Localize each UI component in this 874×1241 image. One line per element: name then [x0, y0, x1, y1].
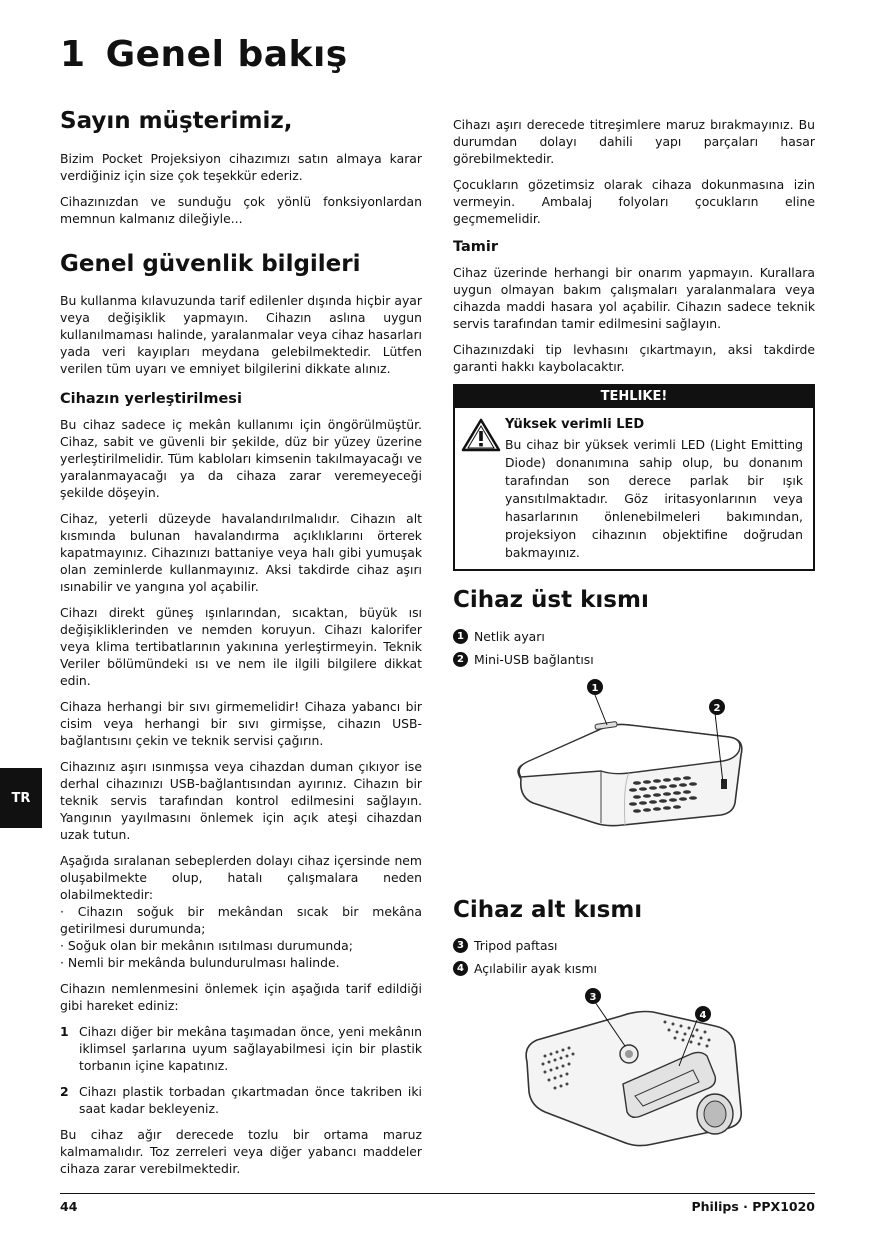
footer-divider [60, 1193, 815, 1194]
legend-item [453, 961, 815, 976]
legend-label: Açılabilir ayak kısmı [474, 961, 597, 977]
placement-heading: Cihazın yerleştirilmesi [60, 391, 242, 408]
step-number: 1 [60, 1024, 69, 1040]
page-number: 44 [60, 1199, 78, 1214]
legend-label: Netlik ayarı [474, 628, 545, 644]
bottom-view-heading: Cihaz alt kısmı [453, 896, 643, 923]
step-number: 2 [60, 1084, 69, 1100]
danger-box [453, 384, 815, 571]
callout-4-label: 4 [699, 1010, 707, 1022]
legend-label: Tripod paftası [474, 938, 558, 954]
danger-header: TEHLIKE! [455, 386, 813, 408]
warning-triangle-icon [461, 417, 505, 562]
humidity-cause-item: · Soğuk olan bir mekânın ısıtılması durumunda; [60, 938, 353, 954]
callout-2-label: 2 [713, 702, 721, 714]
usb-port-icon [721, 779, 727, 789]
legend-label: Mini-USB bağlantısı [474, 651, 594, 667]
safety-paragraph: Bu kullanma kılavuzunda tarif edilenler dışında hiçbir ayar veya değişiklik yapmayın. Cihazın aslına uygun kullanılmaması halinde, yaralanmalar veya cihaz hasarları yada veri kayıpları meydana gelebilmektedir. Lütfen verilen tüm uyarı ve emniyet bilgilerini dikkate alınız. [60, 293, 422, 377]
repair-paragraph-2: Cihazınızdaki tip levhasını çıkartmayın, aksi takdirde garanti hakkı kaybolacaktır. [453, 342, 815, 374]
humidity-intro: Aşağıda sıralanan sebeplerden dolayı cihaz içersinde nem oluşabilmekte olup, hatalı çalışmalara neden olabilmektedir: [60, 853, 422, 903]
language-tab: TR [0, 768, 42, 828]
legend-item [453, 629, 815, 644]
right-column [453, 116, 815, 1184]
top-view-heading: Cihaz üst kısmı [453, 587, 649, 613]
callout-1-label: 1 [591, 682, 599, 694]
step-text: Cihazı plastik torbadan çıkartmadan önce takriben iki saat kadar bekleyeniz. [79, 1084, 422, 1117]
vibration-paragraph: Cihazı aşırı derecede titreşimlere maruz bırakmayınız. Bu durumdan dolayı dahili yapı parçaları hasar görebilmektedir. [453, 117, 815, 166]
product-name: Philips · PPX1020 [691, 1199, 815, 1214]
chapter-number: 1 [60, 34, 86, 75]
children-paragraph: Çocukların gözetimsiz olarak cihaza dokunmasına izin vermeyin. Ambalaj folyoları çocukların eline geçmemelidir. [453, 177, 815, 226]
placement-paragraph-1: Bu cihaz sadece iç mekân kullanımı için öngörülmüştür. Cihaz, sabit ve güvenli bir şekilde, düz bir yüzey üzerine yerleştirilmelidir. Tüm kabloları kimsenin takılmayacağı ve yaralanmayacağı ya da cihaza zarar veremeyeceği şekilde döşeyin. [60, 417, 422, 501]
callout-3-icon: 3 [453, 938, 468, 953]
repair-heading: Tamir [453, 239, 499, 255]
humidity-causes [60, 852, 422, 971]
placement-paragraph-5: Cihazınız aşırı ısınmışsa veya cihazdan duman çıkıyor ise derhal cihazınızı USB-bağlantısından ayırınız. Cihazın bir teknik servis tarafından kontrol edilmesini sağlayın. Yangının yayılmasını önlemek için açık ateşi cihazdan uzak tutun. [60, 759, 422, 843]
greeting-heading: Sayın müşterimiz, [60, 108, 293, 134]
callout-3-label: 3 [589, 992, 597, 1004]
humidity-cause-item: · Cihazın soğuk bir mekândan sıcak bir mekâna getirilmesi durumunda; [60, 904, 422, 937]
legend-item [453, 938, 815, 953]
legend-item [453, 652, 815, 667]
projector-bottom-illustration [453, 984, 815, 1184]
chapter-title-text: Genel bakış [105, 34, 348, 75]
callout-1-icon: 1 [453, 629, 468, 644]
chapter-title [60, 34, 348, 75]
placement-paragraph-3: Cihazı direkt güneş ışınlarından, sıcaktan, büyük ısı değişikliklerinden ve nemden koruyun. Cihazı kalorifer veya klima tertibatlarının yakınına yerleştirmeyin. Teknik Veriler bölümündeki ısı ve nem ile ilgili bilgilere dikkat edin. [60, 605, 422, 689]
danger-text: Bu cihaz bir yüksek verimli LED (Light Emitting Diode) donanımına sahip olup, bu donanım tarafından son derece parlak bir ışık yansıtılmaktadır. Göz iritasyonlarının veya hasarlarının önlenebilmeleri bakımından, projeksiyon cihazının objektifine doğrudan bakmayınız. [505, 437, 803, 560]
humidity-cause-item: · Nemli bir mekânda bulundurulması halinde. [60, 955, 340, 971]
greeting-paragraph-2: Cihazınızdan ve sunduğu çok yönlü fonksiyonlardan memnun kalmanız dileğiyle... [60, 193, 422, 226]
projector-top-illustration [453, 675, 815, 855]
safety-heading: Genel güvenlik bilgileri [60, 250, 361, 277]
placement-paragraph-8: Bu cihaz ağır derecede tozlu bir ortama maruz kalmamalıdır. Toz zerreleri veya diğer yabancı maddeler cihaza zarar verebilmektedir. [60, 1127, 422, 1177]
placement-paragraph-7: Cihazın nemlenmesini önlemek için aşağıda tarif edildiği gibi hareket ediniz: [60, 981, 422, 1014]
step-item [60, 1083, 422, 1117]
repair-paragraph-1: Cihaz üzerinde herhangi bir onarım yapmayın. Kurallara uygun olmayan bakım çalışmaları yaralanmalara veya cihazda maddi hasara yol açabilir. Cihazın sadece teknik servis tarafından tamir edilmesini sağlayın. [453, 265, 815, 331]
callout-2-icon: 2 [453, 652, 468, 667]
danger-title: Yüksek verimli LED [505, 417, 645, 432]
step-item [60, 1023, 422, 1074]
placement-paragraph-4: Cihaza herhangi bir sıvı girmemelidir! Cihaza yabancı bir cisim veya herhangi bir sıvı girmişse, cihazın USB-bağlantısını çekin ve teknik servisi çağırın. [60, 699, 422, 749]
callout-4-icon: 4 [453, 961, 468, 976]
step-text: Cihazı diğer bir mekâna taşımadan önce, yeni mekânın iklimsel şarlarına uyum sağlayabilmesi için bir plastik torbanın içine kapatınız. [79, 1024, 422, 1074]
greeting-paragraph-1: Bizim Pocket Projeksiyon cihazımızı satın almaya karar verdiğiniz için size çok teşekkür ederiz. [60, 150, 422, 183]
placement-paragraph-2: Cihaz, yeterli düzeyde havalandırılmalıdır. Cihazın alt kısmında bulunan havalandırma açıklıklarını örterek kapatmayınız. Cihazınızı battaniye veya halı gibi yumuşak olan zeminlerde kullanmayınız. Aksi takdirde cihaz aşırı ısınabilir ve yangına yol açabilir. [60, 511, 422, 595]
left-column [60, 108, 422, 1186]
